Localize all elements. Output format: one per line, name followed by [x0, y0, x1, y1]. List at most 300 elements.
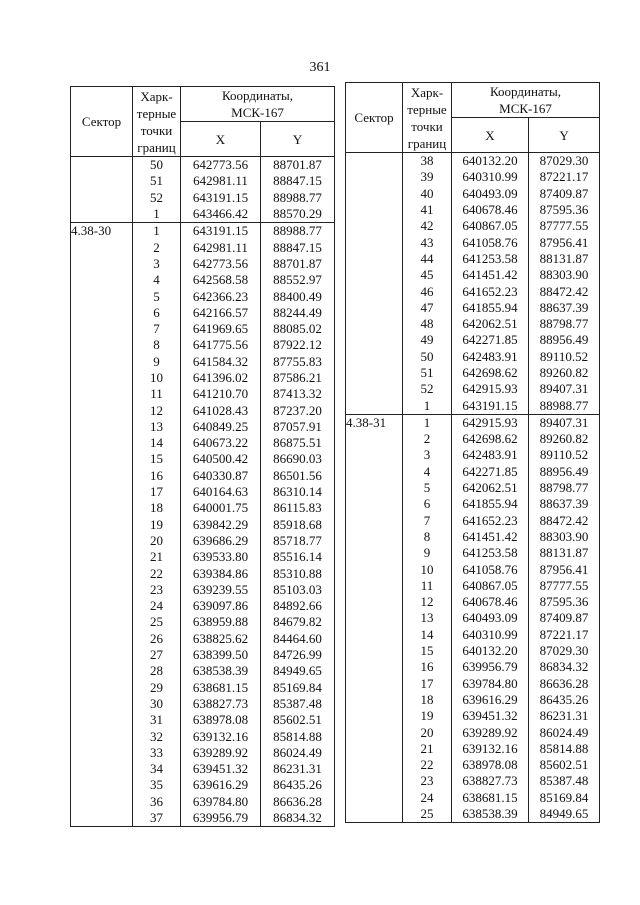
y-coordinate-cell: 87595.36: [529, 202, 600, 218]
y-coordinate-cell: 86231.31: [261, 761, 335, 777]
sector-cell: [346, 251, 403, 267]
table-row: [71, 533, 335, 549]
x-coordinate-cell: 643191.15: [452, 397, 529, 414]
point-number-cell: 3: [133, 256, 181, 272]
point-number-cell: 41: [403, 202, 452, 218]
x-coordinate-cell: 638538.39: [452, 806, 529, 823]
point-number-cell: 7: [403, 513, 452, 529]
sector-cell: [71, 728, 133, 744]
point-number-cell: 19: [403, 708, 452, 724]
point-number-cell: 22: [403, 757, 452, 773]
table-row: [346, 610, 600, 626]
point-number-cell: 1: [133, 223, 181, 240]
table-row: [71, 712, 335, 728]
x-coordinate-cell: 638681.15: [181, 680, 261, 696]
x-coordinate-cell: 641210.70: [181, 386, 261, 402]
sector-cell: [346, 773, 403, 789]
x-coordinate-cell: 639097.86: [181, 598, 261, 614]
y-coordinate-cell: 88847.15: [261, 239, 335, 255]
table-row: [346, 594, 600, 610]
x-coordinate-cell: 641253.58: [452, 545, 529, 561]
point-number-cell: 12: [403, 594, 452, 610]
point-number-cell: 9: [403, 545, 452, 561]
sector-cell: [71, 582, 133, 598]
y-coordinate-cell: 89407.31: [529, 414, 600, 431]
x-coordinate-cell: 641058.76: [452, 561, 529, 577]
table-row: [71, 647, 335, 663]
sector-cell: [346, 513, 403, 529]
table-row: [346, 349, 600, 365]
x-coordinate-cell: 642271.85: [452, 464, 529, 480]
table-row: [71, 614, 335, 630]
x-coordinate-cell: 642773.56: [181, 256, 261, 272]
point-number-cell: 37: [133, 810, 181, 827]
sector-cell: [346, 283, 403, 299]
y-coordinate-cell: 86435.26: [261, 777, 335, 793]
sector-cell: [346, 464, 403, 480]
point-number-cell: 11: [403, 578, 452, 594]
x-coordinate-cell: 640678.46: [452, 594, 529, 610]
sector-cell: [71, 173, 133, 189]
table-row: [346, 659, 600, 675]
x-coordinate-cell: 638978.08: [452, 757, 529, 773]
y-coordinate-cell: 88988.77: [261, 190, 335, 206]
sector-cell: [346, 724, 403, 740]
sector-cell: [71, 190, 133, 206]
y-coordinate-cell: 88131.87: [529, 545, 600, 561]
point-number-cell: 14: [403, 627, 452, 643]
table-row: [71, 565, 335, 581]
y-coordinate-cell: 88988.77: [529, 397, 600, 414]
sector-cell: [71, 402, 133, 418]
table-row: [346, 741, 600, 757]
sector-cell: [71, 614, 133, 630]
y-coordinate-cell: 88131.87: [529, 251, 600, 267]
table-row: [346, 643, 600, 659]
point-number-cell: 4: [133, 272, 181, 288]
x-coordinate-cell: 643466.42: [181, 206, 261, 223]
table-header: [71, 87, 335, 157]
table-row: [346, 627, 600, 643]
y-coordinate-cell: 88956.49: [529, 464, 600, 480]
sector-cell: [71, 500, 133, 516]
x-coordinate-cell: 639842.29: [181, 517, 261, 533]
point-number-cell: 1: [403, 414, 452, 431]
sector-cell: [71, 239, 133, 255]
sector-cell: 4.38-30: [71, 223, 133, 240]
sector-cell: [71, 647, 133, 663]
point-number-cell: 24: [133, 598, 181, 614]
point-number-cell: 10: [133, 370, 181, 386]
header-points-line: Харк-: [140, 88, 173, 104]
y-coordinate-cell: 89110.52: [529, 349, 600, 365]
y-coordinate-cell: 84679.82: [261, 614, 335, 630]
y-coordinate-cell: 88472.42: [529, 513, 600, 529]
table-row: [346, 447, 600, 463]
header-y: Y: [261, 122, 335, 157]
y-coordinate-cell: 89260.82: [529, 431, 600, 447]
x-coordinate-cell: 642773.56: [181, 157, 261, 174]
table-row: [346, 186, 600, 202]
sector-cell: [346, 594, 403, 610]
x-coordinate-cell: 639451.32: [181, 761, 261, 777]
table-row: [346, 561, 600, 577]
table-row: [71, 370, 335, 386]
sector-cell: [346, 529, 403, 545]
y-coordinate-cell: 84949.65: [529, 806, 600, 823]
sector-cell: [71, 288, 133, 304]
sector-cell: [71, 533, 133, 549]
y-coordinate-cell: 85814.88: [261, 728, 335, 744]
sector-cell: [346, 790, 403, 806]
table-row: [71, 745, 335, 761]
y-coordinate-cell: 84464.60: [261, 631, 335, 647]
x-coordinate-cell: 639239.55: [181, 582, 261, 598]
header-points: [133, 87, 181, 157]
point-number-cell: 51: [403, 365, 452, 381]
y-coordinate-cell: 87221.17: [529, 627, 600, 643]
table-row: [71, 206, 335, 223]
x-coordinate-cell: 641451.42: [452, 267, 529, 283]
y-coordinate-cell: 87755.83: [261, 354, 335, 370]
y-coordinate-cell: 89260.82: [529, 365, 600, 381]
header-x: X: [181, 122, 261, 157]
point-number-cell: 1: [403, 397, 452, 414]
point-number-cell: 28: [133, 663, 181, 679]
x-coordinate-cell: 640001.75: [181, 500, 261, 516]
header-sector: Сектор: [71, 87, 133, 157]
point-number-cell: 49: [403, 332, 452, 348]
table-row: [71, 354, 335, 370]
table-row: [346, 332, 600, 348]
x-coordinate-cell: 638978.08: [181, 712, 261, 728]
y-coordinate-cell: 84726.99: [261, 647, 335, 663]
x-coordinate-cell: 641253.58: [452, 251, 529, 267]
point-number-cell: 8: [133, 337, 181, 353]
y-coordinate-cell: 88847.15: [261, 173, 335, 189]
table-row: [346, 790, 600, 806]
y-coordinate-cell: 88798.77: [529, 480, 600, 496]
y-coordinate-cell: 87221.17: [529, 169, 600, 185]
header-sector: Сектор: [346, 83, 403, 153]
x-coordinate-cell: 639289.92: [452, 724, 529, 740]
point-number-cell: 42: [403, 218, 452, 234]
sector-cell: [71, 549, 133, 565]
table-row: [71, 517, 335, 533]
point-number-cell: 25: [403, 806, 452, 823]
point-number-cell: 6: [133, 305, 181, 321]
point-number-cell: 10: [403, 561, 452, 577]
table-row: [71, 582, 335, 598]
table-row: [71, 451, 335, 467]
table-row: [346, 153, 600, 170]
table-body: [346, 153, 600, 823]
sector-cell: [71, 337, 133, 353]
table-row: [71, 761, 335, 777]
x-coordinate-cell: 642698.62: [452, 365, 529, 381]
table-row: [71, 419, 335, 435]
point-number-cell: 40: [403, 186, 452, 202]
x-coordinate-cell: 642366.23: [181, 288, 261, 304]
table-row: [71, 256, 335, 272]
sector-cell: [346, 561, 403, 577]
y-coordinate-cell: 87586.21: [261, 370, 335, 386]
x-coordinate-cell: 639616.29: [452, 692, 529, 708]
point-number-cell: 50: [133, 157, 181, 174]
y-coordinate-cell: 87595.36: [529, 594, 600, 610]
sector-cell: [71, 435, 133, 451]
y-coordinate-cell: 88988.77: [261, 223, 335, 240]
table-row: [346, 806, 600, 823]
sector-cell: [346, 234, 403, 250]
table-row: [346, 283, 600, 299]
x-coordinate-cell: 640132.20: [452, 153, 529, 170]
sector-cell: 4.38-31: [346, 414, 403, 431]
point-number-cell: 5: [403, 480, 452, 496]
point-number-cell: 12: [133, 402, 181, 418]
y-coordinate-cell: 88472.42: [529, 283, 600, 299]
sector-cell: [71, 468, 133, 484]
x-coordinate-cell: 642698.62: [452, 431, 529, 447]
table-body: [71, 157, 335, 827]
sector-cell: [346, 545, 403, 561]
header-points-line: точки: [140, 122, 173, 138]
y-coordinate-cell: 88701.87: [261, 157, 335, 174]
sector-cell: [346, 397, 403, 414]
x-coordinate-cell: 642062.51: [452, 480, 529, 496]
table-row: [71, 696, 335, 712]
point-number-cell: 1: [133, 206, 181, 223]
point-number-cell: 33: [133, 745, 181, 761]
x-coordinate-cell: 639132.16: [452, 741, 529, 757]
y-coordinate-cell: 89407.31: [529, 381, 600, 397]
y-coordinate-cell: 87956.41: [529, 234, 600, 250]
table-row: [71, 598, 335, 614]
y-coordinate-cell: 85387.48: [261, 696, 335, 712]
sector-cell: [346, 186, 403, 202]
point-number-cell: 17: [133, 484, 181, 500]
y-coordinate-cell: 88570.29: [261, 206, 335, 223]
y-coordinate-cell: 86231.31: [529, 708, 600, 724]
y-coordinate-cell: 86501.56: [261, 468, 335, 484]
header-points-line: Харк-: [410, 84, 444, 100]
table-row: [71, 321, 335, 337]
table-header: [346, 83, 600, 153]
y-coordinate-cell: 85602.51: [529, 757, 600, 773]
table-row: [346, 773, 600, 789]
point-number-cell: 52: [403, 381, 452, 397]
sector-cell: [346, 659, 403, 675]
table-row: [346, 300, 600, 316]
x-coordinate-cell: 640132.20: [452, 643, 529, 659]
x-coordinate-cell: 638827.73: [452, 773, 529, 789]
point-number-cell: 46: [403, 283, 452, 299]
point-number-cell: 47: [403, 300, 452, 316]
point-number-cell: 39: [403, 169, 452, 185]
y-coordinate-cell: 86115.83: [261, 500, 335, 516]
table-row: [346, 397, 600, 414]
table-row: [346, 202, 600, 218]
x-coordinate-cell: 638538.39: [181, 663, 261, 679]
table-row: [346, 267, 600, 283]
y-coordinate-cell: 88303.90: [529, 529, 600, 545]
y-coordinate-cell: 86834.32: [529, 659, 600, 675]
table-row: [346, 529, 600, 545]
point-number-cell: 23: [403, 773, 452, 789]
header-coordinates: [181, 87, 335, 122]
header-coordinates-line: Координаты,: [222, 88, 293, 103]
table-row: [71, 728, 335, 744]
table-row: [71, 402, 335, 418]
sector-cell: [71, 663, 133, 679]
x-coordinate-cell: 640867.05: [452, 218, 529, 234]
table-row: [71, 468, 335, 484]
point-number-cell: 18: [403, 692, 452, 708]
sector-cell: [346, 627, 403, 643]
header-coordinates-line: МСК-167: [231, 105, 284, 120]
table-row: [71, 680, 335, 696]
sector-cell: [71, 565, 133, 581]
x-coordinate-cell: 640330.87: [181, 468, 261, 484]
y-coordinate-cell: 85516.14: [261, 549, 335, 565]
point-number-cell: 23: [133, 582, 181, 598]
x-coordinate-cell: 639384.86: [181, 565, 261, 581]
x-coordinate-cell: 640500.42: [181, 451, 261, 467]
point-number-cell: 13: [403, 610, 452, 626]
point-number-cell: 38: [403, 153, 452, 170]
y-coordinate-cell: 88956.49: [529, 332, 600, 348]
x-coordinate-cell: 641855.94: [452, 300, 529, 316]
y-coordinate-cell: 87409.87: [529, 610, 600, 626]
x-coordinate-cell: 640493.09: [452, 610, 529, 626]
x-coordinate-cell: 639289.92: [181, 745, 261, 761]
point-number-cell: 50: [403, 349, 452, 365]
sector-cell: [346, 643, 403, 659]
table-row: [346, 234, 600, 250]
sector-cell: [346, 496, 403, 512]
y-coordinate-cell: 87956.41: [529, 561, 600, 577]
table-row: [71, 173, 335, 189]
y-coordinate-cell: 84949.65: [261, 663, 335, 679]
table-row: [71, 190, 335, 206]
sector-cell: [71, 794, 133, 810]
table-row: [71, 631, 335, 647]
sector-cell: [71, 206, 133, 223]
point-number-cell: 11: [133, 386, 181, 402]
point-number-cell: 27: [133, 647, 181, 663]
point-number-cell: 4: [403, 464, 452, 480]
point-number-cell: 14: [133, 435, 181, 451]
sector-cell: [346, 692, 403, 708]
table-row: [346, 676, 600, 692]
x-coordinate-cell: 639132.16: [181, 728, 261, 744]
header-y: Y: [529, 118, 600, 153]
sector-cell: [71, 745, 133, 761]
point-number-cell: 13: [133, 419, 181, 435]
point-number-cell: 26: [133, 631, 181, 647]
table-row: [71, 500, 335, 516]
point-number-cell: 43: [403, 234, 452, 250]
point-number-cell: 52: [133, 190, 181, 206]
sector-cell: [346, 153, 403, 170]
point-number-cell: 25: [133, 614, 181, 630]
point-number-cell: 51: [133, 173, 181, 189]
y-coordinate-cell: 87777.55: [529, 578, 600, 594]
y-coordinate-cell: 86636.28: [261, 794, 335, 810]
x-coordinate-cell: 641028.43: [181, 402, 261, 418]
table-row: [71, 386, 335, 402]
point-number-cell: 19: [133, 517, 181, 533]
y-coordinate-cell: 88637.39: [529, 300, 600, 316]
x-coordinate-cell: 642271.85: [452, 332, 529, 348]
y-coordinate-cell: 85918.68: [261, 517, 335, 533]
x-coordinate-cell: 639784.80: [181, 794, 261, 810]
table-row: [346, 724, 600, 740]
sector-cell: [346, 741, 403, 757]
point-number-cell: 8: [403, 529, 452, 545]
y-coordinate-cell: 87237.20: [261, 402, 335, 418]
point-number-cell: 36: [133, 794, 181, 810]
page-number: 361: [309, 60, 331, 75]
sector-cell: [71, 305, 133, 321]
y-coordinate-cell: 87409.87: [529, 186, 600, 202]
sector-cell: [346, 480, 403, 496]
x-coordinate-cell: 641969.65: [181, 321, 261, 337]
x-coordinate-cell: 641396.02: [181, 370, 261, 386]
point-number-cell: 15: [133, 451, 181, 467]
sector-cell: [71, 631, 133, 647]
y-coordinate-cell: 87413.32: [261, 386, 335, 402]
x-coordinate-cell: 641584.32: [181, 354, 261, 370]
sector-cell: [71, 777, 133, 793]
sector-cell: [346, 676, 403, 692]
x-coordinate-cell: 640310.99: [452, 169, 529, 185]
coordinates-table-left: [70, 86, 335, 827]
point-number-cell: 15: [403, 643, 452, 659]
header-coordinates: [452, 83, 600, 118]
x-coordinate-cell: 641652.23: [452, 283, 529, 299]
x-coordinate-cell: 640849.25: [181, 419, 261, 435]
header-points-line: терные: [136, 105, 177, 121]
sector-cell: [71, 321, 133, 337]
point-number-cell: 34: [133, 761, 181, 777]
sector-cell: [346, 365, 403, 381]
x-coordinate-cell: 638681.15: [452, 790, 529, 806]
header-coordinates-line: МСК-167: [499, 101, 552, 116]
x-coordinate-cell: 642166.57: [181, 305, 261, 321]
table-row: [346, 496, 600, 512]
sector-cell: [71, 386, 133, 402]
sector-cell: [346, 447, 403, 463]
sector-cell: [71, 761, 133, 777]
table-row: [71, 157, 335, 174]
x-coordinate-cell: 641451.42: [452, 529, 529, 545]
y-coordinate-cell: 87029.30: [529, 643, 600, 659]
point-number-cell: 2: [403, 431, 452, 447]
sector-cell: [71, 370, 133, 386]
header-points-line: терные: [407, 101, 447, 117]
table-row: [71, 549, 335, 565]
x-coordinate-cell: 643191.15: [181, 223, 261, 240]
y-coordinate-cell: 88244.49: [261, 305, 335, 321]
table-row: [346, 365, 600, 381]
x-coordinate-cell: 638959.88: [181, 614, 261, 630]
point-number-cell: 5: [133, 288, 181, 304]
table-row: [71, 810, 335, 827]
point-number-cell: 32: [133, 728, 181, 744]
sector-cell: [346, 349, 403, 365]
table-row: [346, 708, 600, 724]
